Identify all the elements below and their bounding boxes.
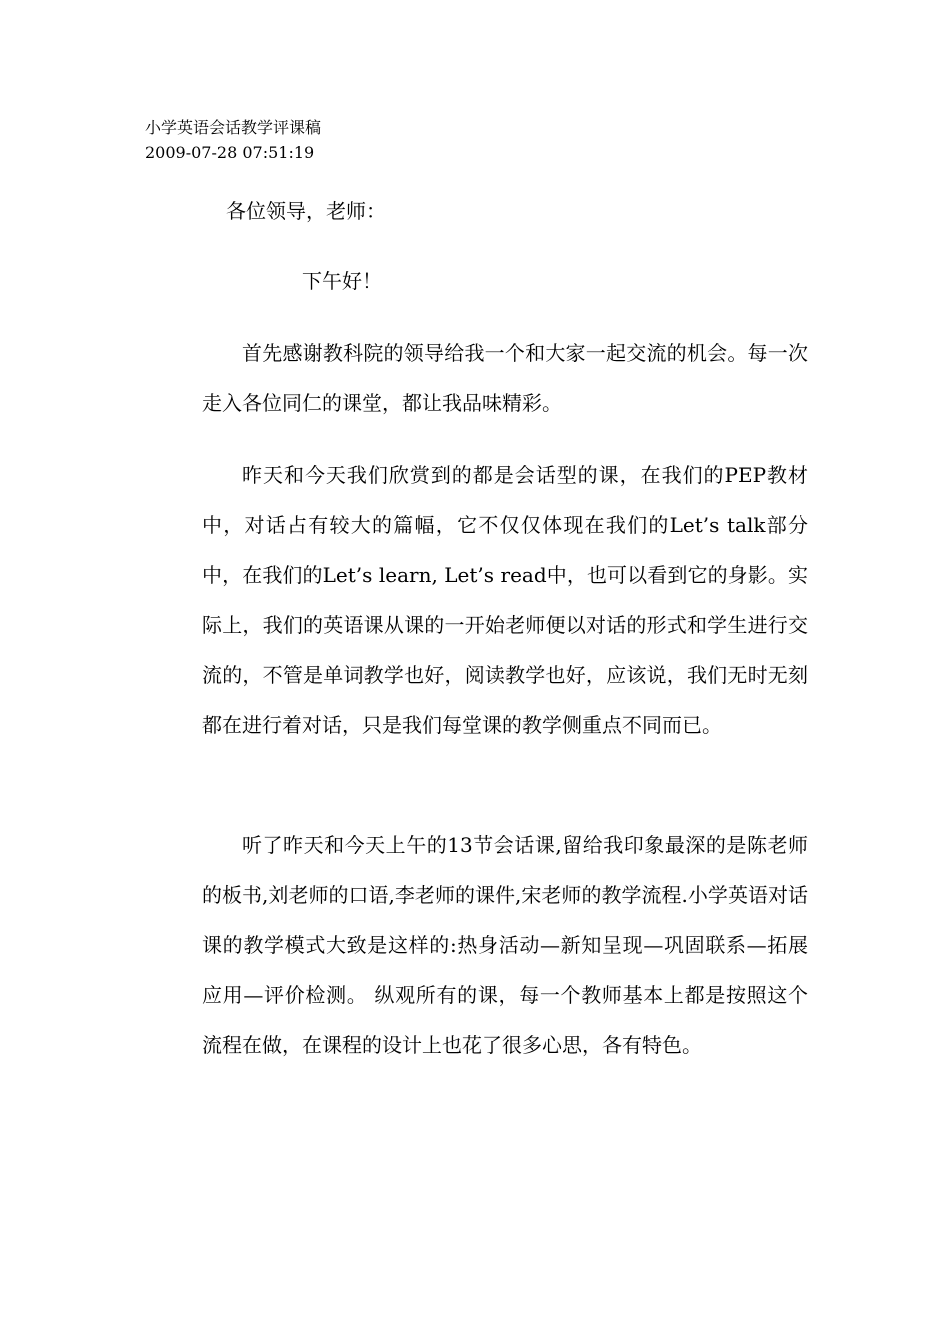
greeting: 下午好！ [302,269,382,293]
paragraph-intro: 首先感谢教科院的领导给我一个和大家一起交流的机会。每一次走入各位同仁的课堂，都让我品味精彩。 [202,341,808,415]
document-timestamp: 2009-07-28 07:51:19 [145,143,315,162]
document-header [145,115,321,165]
document-title: 小学英语会话教学评课稿 [145,118,322,137]
paragraph-dialogue-lessons: 昨天和今天我们欣赏到的都是会话型的课，在我们的PEP教材中，对话占有较大的篇幅，它不仅仅体现在我们的Let’s talk部分中，在我们的Let’s learn, Let’s read中，也可以看到它的身影。实际上，我们的英语课从课的一开始老师便以对话的形式和学生进行交流的，不管是单词教学也好，阅读教学也好，应该说，我们无时无刻都在进行着对话，只是我们每堂课的教学侧重点不同而已。 [202,463,808,737]
salutation: 各位领导，老师： [226,199,386,223]
paragraph-observations: 听了昨天和今天上午的13节会话课,留给我印象最深的是陈老师的板书,刘老师的口语,李老师的课件,宋老师的教学流程.小学英语对话课的教学模式大致是这样的:热身活动—新知呈现—巩固联系—拓展应用—评价检测。 纵观所有的课，每一个教师基本上都是按照这个流程在做，在课程的设计上也花了很多心思，各有特色。 [202,833,808,1057]
